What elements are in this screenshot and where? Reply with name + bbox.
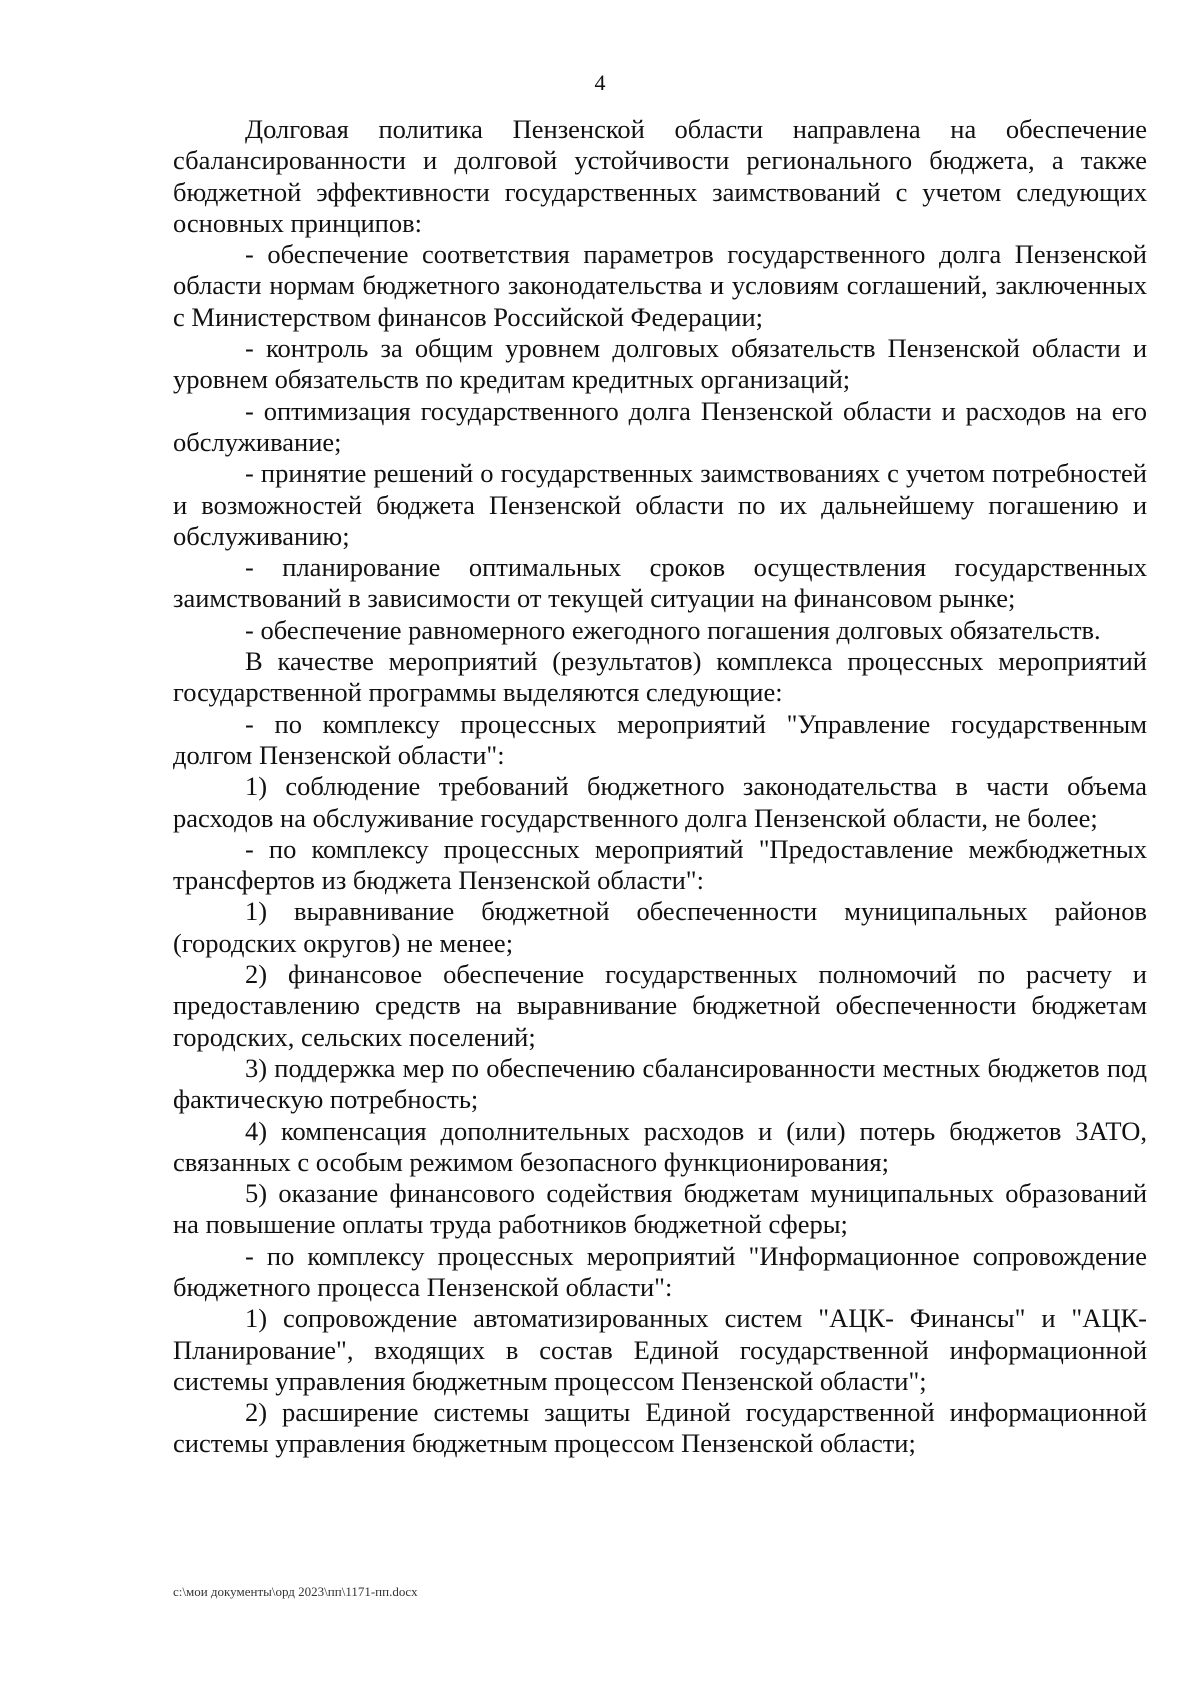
paragraph: 3) поддержка мер по обеспечению сбалансированности местных бюджетов под фактическую потребность; (173, 1052, 1147, 1115)
paragraph: - обеспечение соответствия параметров государственного долга Пензенской области нормам бюджетного законодательства и условиям соглашений, заключенных с Министерством финансов Российской Федерации; (173, 239, 1147, 332)
paragraph: 2) финансовое обеспечение государственных полномочий по расчету и предоставлению средств на выравнивание бюджетной обеспеченности бюджетам городских, сельских поселений; (173, 959, 1147, 1052)
paragraph: 2) расширение системы защиты Единой государственной информационной системы управления бюджетным процессом Пензенской области; (173, 1397, 1147, 1459)
paragraph: 4) компенсация дополнительных расходов и (или) потерь бюджетов ЗАТО, связанных с особым режимом безопасного функционирования; (173, 1115, 1147, 1177)
paragraph: - принятие решений о государственных заимствованиях с учетом потребностей и возможностей бюджета Пензенской области по их дальнейшему погашению и обслуживанию; (173, 458, 1147, 551)
paragraph: - контроль за общим уровнем долговых обязательств Пензенской области и уровнем обязательств по кредитам кредитных организаций; (173, 333, 1147, 395)
paragraph: - по комплексу процессных мероприятий "Предоставление межбюджетных трансфертов из бюджета Пензенской области": (173, 833, 1147, 896)
paragraph: Долговая политика Пензенской области направлена на обеспечение сбалансированности и долговой устойчивости регионального бюджета, а также бюджетной эффективности государственных заимствований с учетом следующих основных принципов: (173, 114, 1147, 238)
paragraph: 5) оказание финансового содействия бюджетам муниципальных образований на повышение оплаты труда работников бюджетной сферы; (173, 1178, 1147, 1240)
page-number: 4 (594, 70, 606, 95)
paragraph: 1) соблюдение требований бюджетного законодательства в части объема расходов на обслуживание государственного долга Пензенской области, не более; (173, 771, 1147, 833)
paragraph: - оптимизация государственного долга Пензенской области и расходов на его обслуживание; (173, 395, 1147, 457)
paragraph: 1) сопровождение автоматизированных систем "АЦК- Финансы" и "АЦК-Планирование", входящих в состав Единой государственной информационной системы управления бюджетным процессом Пензенской области"; (173, 1303, 1147, 1396)
paragraph: - планирование оптимальных сроков осуществления государственных заимствований в зависимости от текущей ситуации на финансовом рынке; (173, 552, 1147, 614)
paragraph: В качестве мероприятий (результатов) комплекса процессных мероприятий государственной программы выделяются следующие: (173, 646, 1147, 708)
document-body (173, 114, 1147, 1460)
paragraph: 1) выравнивание бюджетной обеспеченности муниципальных районов (городских округов) не менее; (173, 896, 1147, 958)
footer-file-path: c:\мои документы\орд 2023\пп\1171-пп.docx (173, 1584, 418, 1599)
paragraph: - по комплексу процессных мероприятий "Управление государственным долгом Пензенской области": (173, 708, 1147, 770)
paragraph: - обеспечение равномерного ежегодного погашения долговых обязательств. (245, 614, 1101, 645)
paragraph: - по комплексу процессных мероприятий "Информационное сопровождение бюджетного процесса Пензенской области": (173, 1240, 1147, 1302)
